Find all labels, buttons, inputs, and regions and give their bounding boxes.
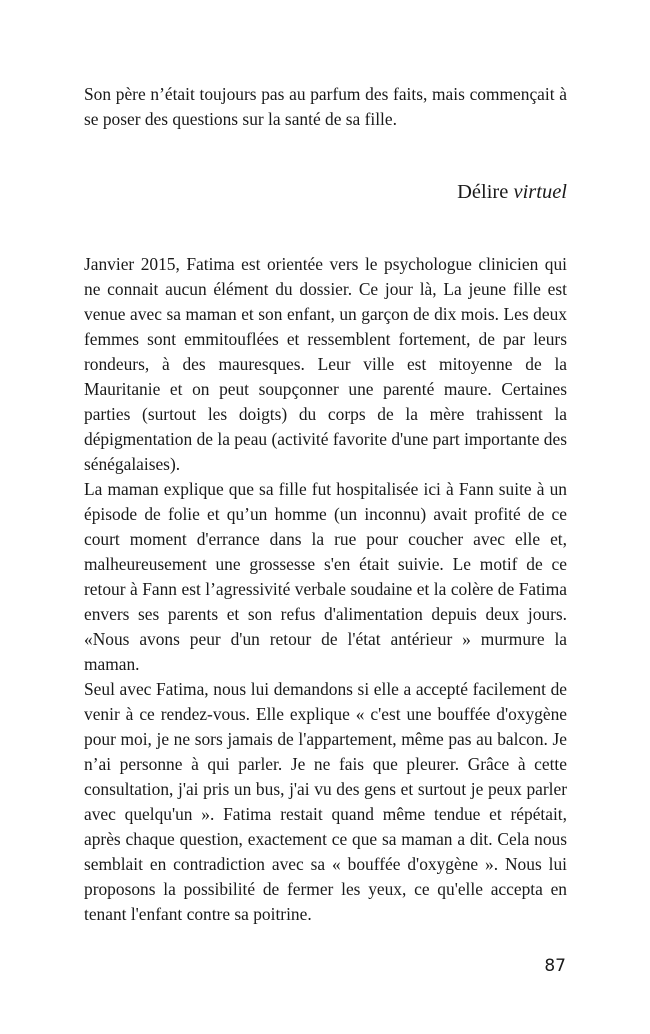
section-title bbox=[84, 178, 567, 206]
body-paragraph: Janvier 2015, Fatima est orientée vers le psychologue clinicien qui ne connait aucun élément du dossier. Ce jour là, La jeune fille est venue avec sa maman et son enfant, un garçon de dix mois. Les deux femmes sont emmitouflées et ressemblent fortement, de par leurs rondeurs, à des mauresques. Leur ville est mitoyenne de la Mauritanie et on peut soupçonner une parenté maure. Certaines parties (surtout les doigts) du corps de la mère trahissent la dépigmentation de la peau (activité favorite d'une part importante des sénégalaises). bbox=[84, 254, 567, 474]
intro-paragraph: Son père n’était toujours pas au parfum des faits, mais commençait à se poser des questions sur la santé de sa fille. bbox=[84, 84, 567, 129]
body-paragraph: Seul avec Fatima, nous lui demandons si elle a accepté facilement de venir à ce rendez-vous. Elle explique « c'est une bouffée d'oxygène pour moi, je ne sors jamais de l'appartement, même pas au balcon. Je n’ai personne à qui parler. Je ne fais que pleurer. Grâce à cette consultation, j'ai pris un bus, j'ai vu des gens et surtout je peux parler avec quelqu'un ». Fatima restait quand même tendue et répétait, après chaque question, exactement ce que sa maman a dit. Cela nous semblait en contradiction avec sa « bouffée d'oxygène ». Nous lui proposons la possibilité de fermer les yeux, ce qu'elle accepta en tenant l'enfant contre sa poitrine. bbox=[84, 679, 567, 924]
section-title-regular: Délire bbox=[457, 181, 509, 203]
page-content bbox=[84, 80, 567, 927]
body-paragraph: La maman explique que sa fille fut hospitalisée ici à Fann suite à un épisode de folie et qu’un homme (un inconnu) avait profité de ce court moment d'errance dans la rue pour coucher avec elle et, malheureusement une grossesse s'en était suivie. Le motif de ce retour à Fann est l’agressivité verbale soudaine et la colère de Fatima envers ses parents et son refus d'alimentation depuis deux jours. «Nous avons peur d'un retour de l'état antérieur » murmure la maman. bbox=[84, 479, 567, 674]
section-title-italic: virtuel bbox=[513, 181, 567, 203]
page-number: 87 bbox=[544, 956, 566, 976]
